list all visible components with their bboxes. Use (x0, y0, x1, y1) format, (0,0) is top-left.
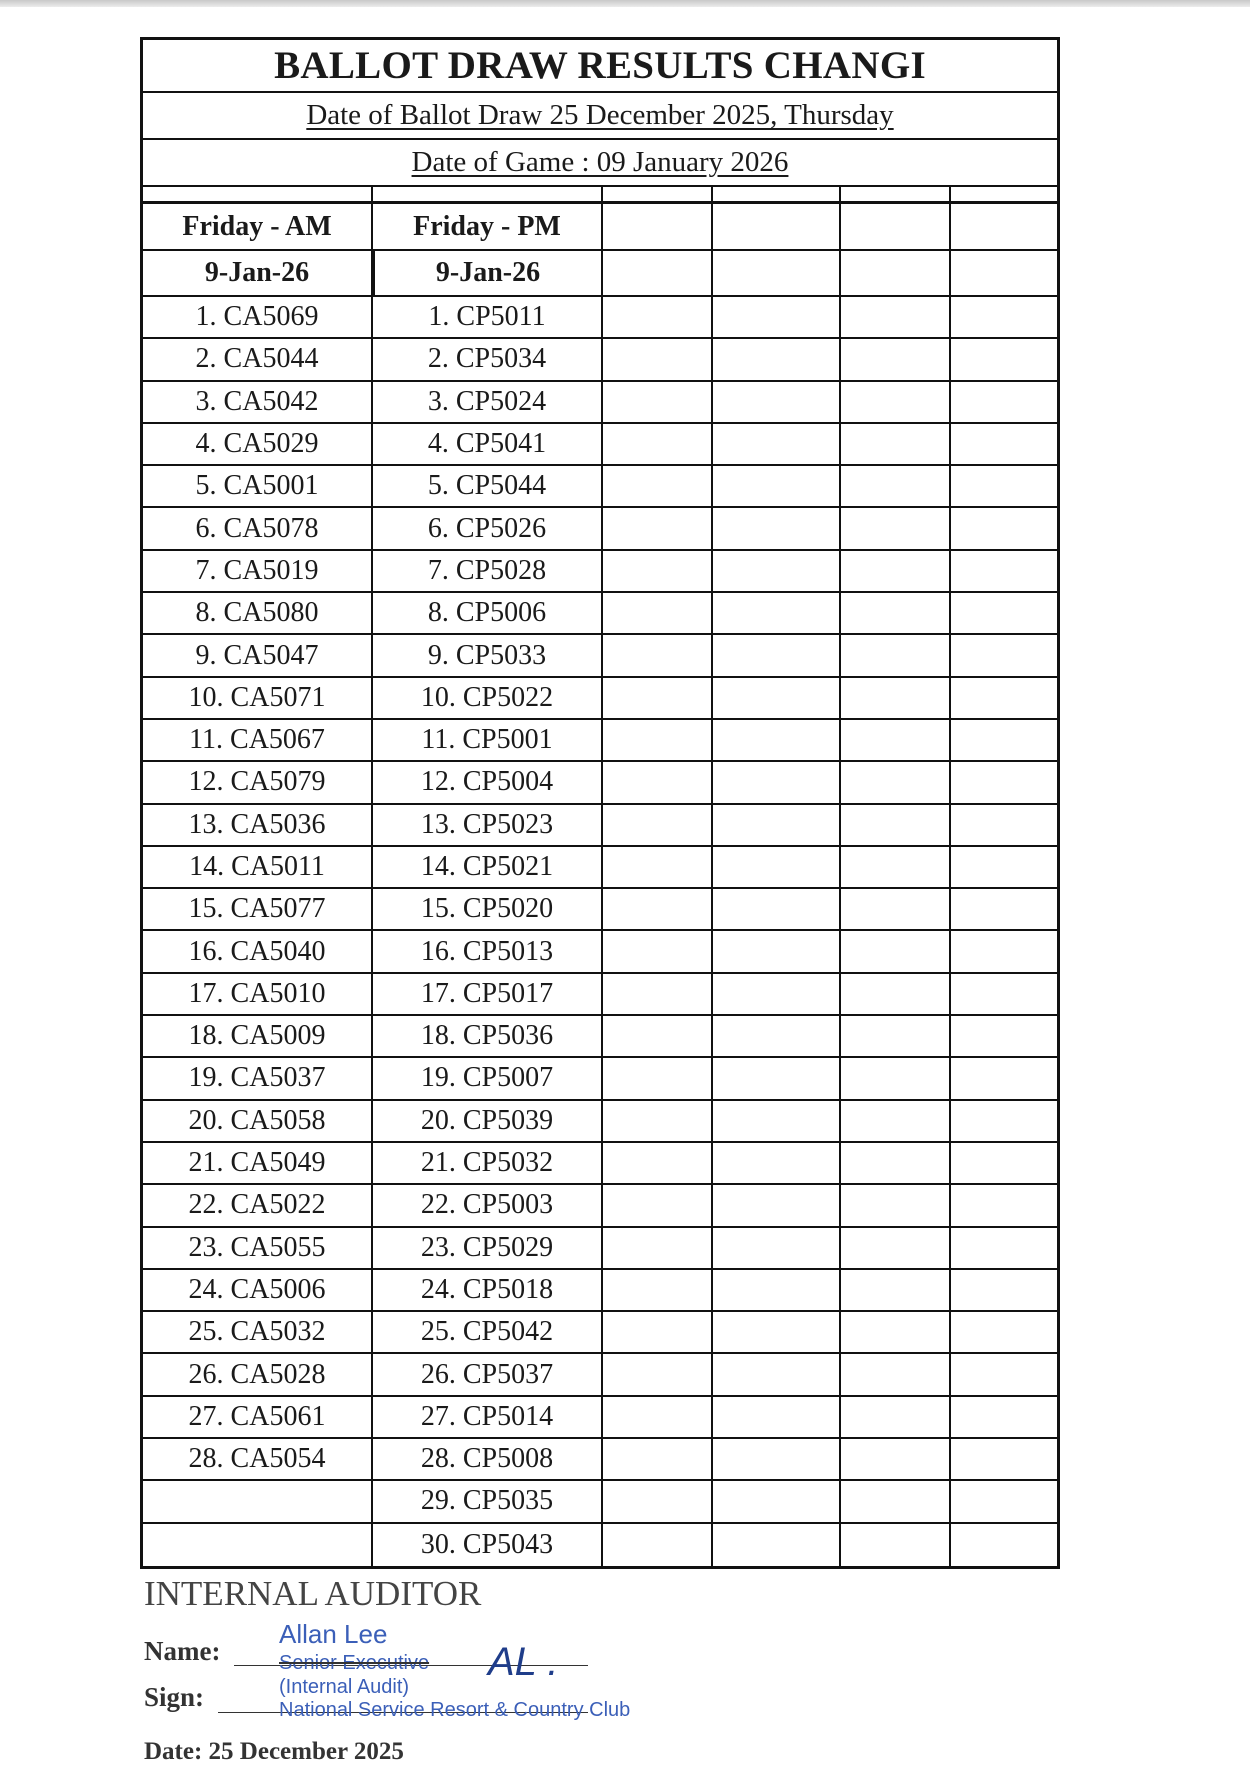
empty-cell (951, 635, 1057, 675)
auditor-heading: INTERNAL AUDITOR (144, 1574, 482, 1613)
game-date-text: Date of Game : 09 January 2026 (411, 146, 789, 178)
pm-entry: 2. CP5034 (373, 339, 603, 379)
am-entry: 5. CA5001 (143, 466, 373, 506)
empty-cell (841, 678, 951, 718)
empty-cell (713, 678, 841, 718)
empty-cell (951, 931, 1057, 971)
table-header-row (143, 204, 1057, 251)
empty-cell (951, 551, 1057, 591)
empty-cell (951, 1312, 1057, 1352)
ballot-results-sheet (140, 37, 1060, 1569)
empty-cell (713, 1397, 841, 1437)
empty-cell (841, 339, 951, 379)
stamp-department: (Internal Audit) (279, 1676, 410, 1698)
pm-column-heading: Friday - PM (373, 204, 603, 249)
pm-entry: 12. CP5004 (373, 762, 603, 802)
table-row (143, 1016, 1057, 1058)
pm-entry: 22. CP5003 (373, 1185, 603, 1225)
empty-cell (713, 720, 841, 760)
table-row (143, 720, 1057, 762)
empty-cell (951, 889, 1057, 929)
am-entry: 18. CA5009 (143, 1016, 373, 1056)
empty-cell (951, 424, 1057, 464)
empty-cell (951, 466, 1057, 506)
pm-entry: 28. CP5008 (373, 1439, 603, 1479)
am-entry: 26. CA5028 (143, 1354, 373, 1394)
pm-entry: 10. CP5022 (373, 678, 603, 718)
results-table (143, 204, 1057, 1566)
pm-entry: 17. CP5017 (373, 974, 603, 1014)
empty-cell (841, 1270, 951, 1310)
empty-cell (713, 847, 841, 887)
empty-cell (951, 1101, 1057, 1141)
empty-cell (713, 931, 841, 971)
empty-cell (603, 1481, 713, 1521)
table-row (143, 762, 1057, 804)
pm-column-date: 9-Jan-26 (373, 249, 603, 297)
am-entry: 8. CA5080 (143, 593, 373, 633)
am-entry: 23. CA5055 (143, 1228, 373, 1268)
empty-cell (603, 1016, 713, 1056)
table-row (143, 297, 1057, 339)
am-entry: 27. CA5061 (143, 1397, 373, 1437)
am-entry: 7. CA5019 (143, 551, 373, 591)
table-row (143, 847, 1057, 889)
empty-cell (841, 1143, 951, 1183)
am-entry: 16. CA5040 (143, 931, 373, 971)
pm-entry: 15. CP5020 (373, 889, 603, 929)
empty-cell (951, 1439, 1057, 1479)
empty-cell (603, 1354, 713, 1394)
empty-cell (603, 1228, 713, 1268)
empty-cell (603, 1270, 713, 1310)
empty-cell (713, 805, 841, 845)
table-row (143, 382, 1057, 424)
empty-cell (603, 424, 713, 464)
am-entry: 12. CA5079 (143, 762, 373, 802)
pm-entry: 5. CP5044 (373, 466, 603, 506)
empty-cell (951, 339, 1057, 379)
pm-entry: 4. CP5041 (373, 424, 603, 464)
table-row (143, 424, 1057, 466)
empty-cell (841, 1397, 951, 1437)
empty-cell (713, 1101, 841, 1141)
am-entry: 25. CA5032 (143, 1312, 373, 1352)
empty-cell (841, 1185, 951, 1225)
table-row (143, 1228, 1057, 1270)
empty-cell (841, 1524, 951, 1566)
pm-entry: 9. CP5033 (373, 635, 603, 675)
empty-cell (951, 1524, 1057, 1566)
empty-cell (841, 1481, 951, 1521)
am-entry: 22. CA5022 (143, 1185, 373, 1225)
empty-cell (951, 847, 1057, 887)
table-row (143, 1524, 1057, 1566)
empty-cell (713, 508, 841, 548)
empty-cell (713, 635, 841, 675)
empty-cell (713, 974, 841, 1014)
empty-cell (841, 1016, 951, 1056)
empty-cell (713, 1143, 841, 1183)
am-entry (143, 1524, 373, 1566)
table-row (143, 1058, 1057, 1100)
pm-entry: 6. CP5026 (373, 508, 603, 548)
empty-cell (841, 974, 951, 1014)
pm-entry: 8. CP5006 (373, 593, 603, 633)
empty-cell (841, 1101, 951, 1141)
empty-cell (603, 635, 713, 675)
empty-cell (951, 1228, 1057, 1268)
pm-entry: 18. CP5036 (373, 1016, 603, 1056)
am-entry: 4. CA5029 (143, 424, 373, 464)
empty-cell (841, 382, 951, 422)
am-entry: 9. CA5047 (143, 635, 373, 675)
am-column-heading: Friday - AM (143, 204, 373, 249)
empty-cell (951, 1354, 1057, 1394)
empty-cell (603, 889, 713, 929)
am-entry: 13. CA5036 (143, 805, 373, 845)
empty-cell (841, 635, 951, 675)
empty-cell (713, 382, 841, 422)
table-row (143, 1101, 1057, 1143)
empty-cell (951, 1016, 1057, 1056)
empty-cell (841, 931, 951, 971)
empty-cell (951, 1270, 1057, 1310)
pm-entry: 30. CP5043 (373, 1524, 603, 1566)
am-entry: 1. CA5069 (143, 297, 373, 337)
empty-cell (713, 1439, 841, 1479)
am-column-date: 9-Jan-26 (143, 251, 373, 295)
am-entry: 15. CA5077 (143, 889, 373, 929)
empty-cell (603, 297, 713, 337)
empty-cell (951, 297, 1057, 337)
empty-cell (713, 551, 841, 591)
am-entry: 2. CA5044 (143, 339, 373, 379)
pm-entry: 13. CP5023 (373, 805, 603, 845)
pm-entry: 27. CP5014 (373, 1397, 603, 1437)
am-entry: 19. CA5037 (143, 1058, 373, 1098)
empty-cell (841, 1354, 951, 1394)
am-entry: 28. CA5054 (143, 1439, 373, 1479)
table-row (143, 931, 1057, 973)
empty-cell (603, 1143, 713, 1183)
table-row (143, 805, 1057, 847)
pm-entry: 11. CP5001 (373, 720, 603, 760)
pm-entry: 29. CP5035 (373, 1481, 603, 1521)
empty-cell (603, 678, 713, 718)
table-row (143, 974, 1057, 1016)
empty-cell (841, 889, 951, 929)
empty-cell (603, 593, 713, 633)
empty-cell (841, 593, 951, 633)
empty-cell (951, 593, 1057, 633)
empty-cell (713, 762, 841, 802)
empty-cell (951, 1185, 1057, 1225)
pm-entry: 20. CP5039 (373, 1101, 603, 1141)
empty-cell (713, 593, 841, 633)
empty-cell (603, 931, 713, 971)
empty-cell (603, 382, 713, 422)
table-row (143, 551, 1057, 593)
stamp-title: Senior Executive (279, 1652, 430, 1674)
empty-cell (603, 466, 713, 506)
table-row (143, 1185, 1057, 1227)
empty-cell (603, 974, 713, 1014)
table-date-row (143, 251, 1057, 297)
empty-cell (951, 805, 1057, 845)
pm-entry: 7. CP5028 (373, 551, 603, 591)
empty-cell (951, 720, 1057, 760)
empty-cell (951, 508, 1057, 548)
table-row (143, 1354, 1057, 1396)
pm-entry: 19. CP5007 (373, 1058, 603, 1098)
table-row (143, 466, 1057, 508)
am-entry: 6. CA5078 (143, 508, 373, 548)
empty-cell (841, 551, 951, 591)
empty-cell (951, 762, 1057, 802)
am-entry: 10. CA5071 (143, 678, 373, 718)
table-row (143, 1481, 1057, 1523)
document-title: BALLOT DRAW RESULTS CHANGI (143, 40, 1057, 93)
am-entry: 14. CA5011 (143, 847, 373, 887)
draw-date-row (143, 93, 1057, 140)
empty-cell (603, 1439, 713, 1479)
spacer-row (143, 187, 1057, 204)
empty-cell (603, 339, 713, 379)
empty-cell (951, 1058, 1057, 1098)
empty-cell (841, 508, 951, 548)
empty-cell (841, 847, 951, 887)
table-row (143, 1439, 1057, 1481)
pm-entry: 24. CP5018 (373, 1270, 603, 1310)
empty-cell (603, 720, 713, 760)
empty-cell (603, 805, 713, 845)
empty-cell (603, 1397, 713, 1437)
empty-cell (841, 466, 951, 506)
table-row (143, 635, 1057, 677)
pm-entry: 25. CP5042 (373, 1312, 603, 1352)
empty-cell (713, 297, 841, 337)
empty-cell (713, 1228, 841, 1268)
table-row (143, 508, 1057, 550)
game-date-row (143, 140, 1057, 187)
am-entry: 20. CA5058 (143, 1101, 373, 1141)
table-row (143, 889, 1057, 931)
empty-cell (713, 1354, 841, 1394)
empty-cell (713, 1185, 841, 1225)
empty-cell (713, 424, 841, 464)
empty-cell (603, 847, 713, 887)
pm-entry: 3. CP5024 (373, 382, 603, 422)
empty-cell (603, 1101, 713, 1141)
empty-cell (713, 1481, 841, 1521)
empty-cell (713, 1312, 841, 1352)
table-row (143, 1312, 1057, 1354)
empty-cell (713, 1058, 841, 1098)
empty-cell (841, 1058, 951, 1098)
empty-cell (951, 974, 1057, 1014)
empty-cell (603, 508, 713, 548)
pm-entry: 23. CP5029 (373, 1228, 603, 1268)
empty-cell (603, 1312, 713, 1352)
pm-entry: 21. CP5032 (373, 1143, 603, 1183)
empty-cell (713, 1016, 841, 1056)
empty-cell (951, 382, 1057, 422)
stamp-organisation: National Service Resort & Country Club (279, 1699, 631, 1721)
name-label: Name: (144, 1636, 221, 1666)
empty-cell (603, 1058, 713, 1098)
draw-date-text: Date of Ballot Draw 25 December 2025, Thursday (306, 99, 894, 131)
am-entry (143, 1481, 373, 1521)
am-entry: 21. CA5049 (143, 1143, 373, 1183)
empty-cell (951, 1397, 1057, 1437)
table-row (143, 1270, 1057, 1312)
empty-cell (713, 466, 841, 506)
empty-cell (603, 551, 713, 591)
empty-cell (603, 762, 713, 802)
empty-cell (841, 297, 951, 337)
pm-entry: 16. CP5013 (373, 931, 603, 971)
empty-cell (713, 1524, 841, 1566)
empty-cell (603, 1185, 713, 1225)
empty-cell (841, 720, 951, 760)
am-entry: 11. CA5067 (143, 720, 373, 760)
empty-cell (841, 805, 951, 845)
am-entry: 24. CA5006 (143, 1270, 373, 1310)
am-entry: 17. CA5010 (143, 974, 373, 1014)
signature: AL . (488, 1640, 559, 1684)
stamp-name: Allan Lee (279, 1619, 388, 1649)
empty-cell (603, 1524, 713, 1566)
empty-cell (841, 762, 951, 802)
empty-cell (951, 678, 1057, 718)
empty-cell (951, 1481, 1057, 1521)
empty-cell (713, 889, 841, 929)
sign-label: Sign: (144, 1682, 205, 1712)
table-row (143, 678, 1057, 720)
table-row (143, 593, 1057, 635)
empty-cell (713, 1270, 841, 1310)
empty-cell (841, 1439, 951, 1479)
pm-entry: 14. CP5021 (373, 847, 603, 887)
empty-cell (841, 1312, 951, 1352)
empty-cell (713, 339, 841, 379)
pm-entry: 26. CP5037 (373, 1354, 603, 1394)
auditor-date: Date: 25 December 2025 (144, 1738, 404, 1765)
empty-cell (841, 1228, 951, 1268)
table-row (143, 1397, 1057, 1439)
am-entry: 3. CA5042 (143, 382, 373, 422)
top-edge (0, 0, 1250, 7)
table-row (143, 339, 1057, 381)
table-row (143, 1143, 1057, 1185)
empty-cell (841, 424, 951, 464)
pm-entry: 1. CP5011 (373, 297, 603, 337)
empty-cell (951, 1143, 1057, 1183)
